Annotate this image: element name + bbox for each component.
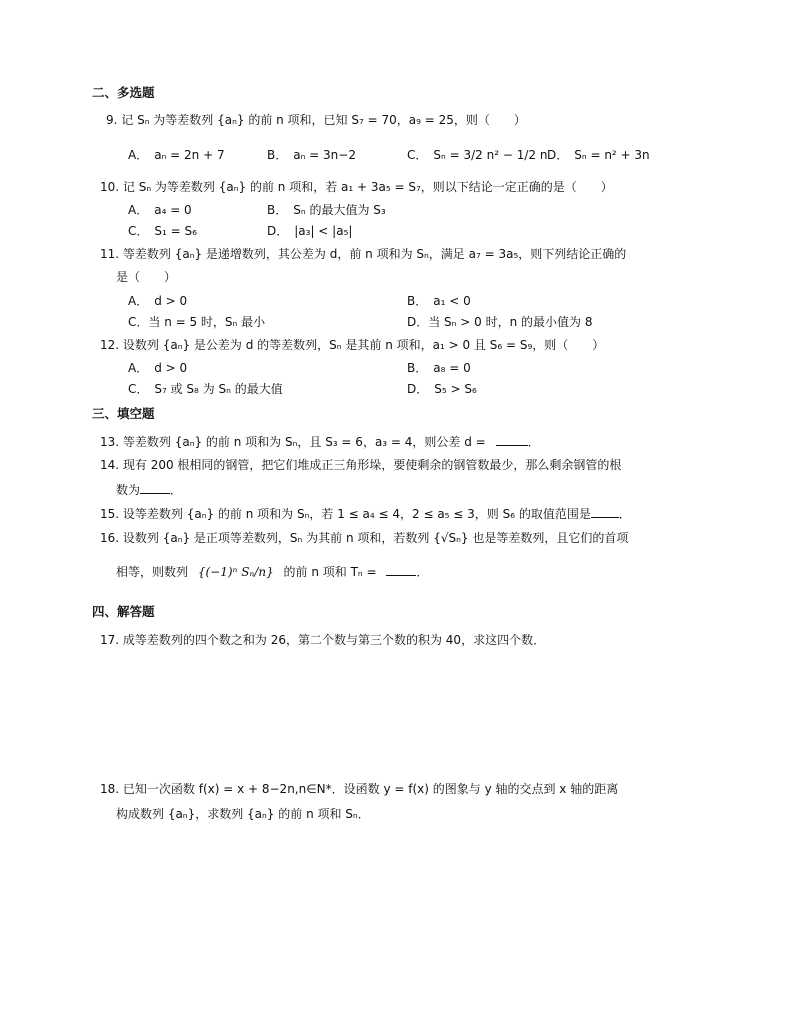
q11-stem-line2: 是（ ） (116, 270, 177, 284)
q15-line (100, 505, 631, 522)
q10-stem: 10. 记 Sₙ 为等差数列 {aₙ} 的前 n 项和，若 a₁ + 3a₅ = S₇，则以下结论一定正确的是（ ） (100, 180, 613, 194)
q11-option-a: A． d > 0 (128, 294, 188, 308)
q16-text-b: 的前 n 项和 Tₙ = (283, 565, 377, 579)
q12-stem: 12. 设数列 {aₙ} 是公差为 d 的等差数列，Sₙ 是其前 n 项和，a₁ > 0 且 S₆ = S₉，则（ ） (100, 338, 605, 352)
section-multi-choice: 二、多选题 (92, 85, 155, 100)
q13-line (100, 433, 540, 450)
q10-option-a: A． a₄ = 0 (128, 203, 192, 217)
q11-option-b: B． a₁ < 0 (407, 294, 471, 308)
q18-line1: 18. 已知一次函数 f(x) = x + 8−2n,n∈N*．设函数 y = f(x) 的图象与 y 轴的交点到 x 轴的距离 (100, 782, 619, 796)
q14-line1: 14. 现有 200 根相同的钢管，把它们堆成正三角形垛，要使剩余的钢管数最少，那么剩余钢管的根 (100, 458, 622, 472)
q16-line1: 16. 设数列 {aₙ} 是正项等差数列，Sₙ 为其前 n 项和，若数列 {√Sₙ} 也是等差数列，且它们的首项 (100, 531, 629, 545)
section-answer: 四、解答题 (92, 604, 155, 619)
q9-option-b: B． aₙ = 3n−2 (267, 148, 356, 162)
q17-text: 17. 成等差数列的四个数之和为 26，第二个数与第三个数的积为 40，求这四个数． (100, 633, 546, 647)
q10-option-d: D． |a₃| < |a₅| (267, 224, 353, 238)
q13-answer-blank[interactable] (496, 434, 528, 446)
q12-option-a: A． d > 0 (128, 361, 188, 375)
q9-option-a: A． aₙ = 2n + 7 (128, 148, 225, 162)
section-fill-in: 三、填空题 (92, 406, 155, 421)
q18-line2: 构成数列 {aₙ}，求数列 {aₙ} 的前 n 项和 Sₙ． (116, 807, 370, 821)
q9-stem: 9. 记 Sₙ 为等差数列 {aₙ} 的前 n 项和，已知 S₇ = 70，a₉ = 25，则（ ） (106, 113, 526, 127)
q13-text: 13. 等差数列 {aₙ} 的前 n 项和为 Sₙ，且 S₃ = 6，a₃ = 4，则公差 d = (100, 435, 486, 449)
q15-text: 15. 设等差数列 {aₙ} 的前 n 项和为 Sₙ，若 1 ≤ a₄ ≤ 4，2 ≤ a₅ ≤ 3，则 S₆ 的取值范围是 (100, 507, 591, 521)
q14-text: 数为 (116, 483, 141, 497)
q16-tail: ． (416, 565, 429, 579)
q11-stem-line1: 11. 等差数列 {aₙ} 是递增数列，其公差为 d，前 n 项和为 Sₙ，满足 a₇ = 3a₅，则下列结论正确的 (100, 247, 627, 261)
q15-tail: ． (618, 507, 631, 521)
q10-option-b: B． Sₙ 的最大值为 S₃ (267, 203, 386, 217)
q14-line2 (116, 481, 182, 498)
q10-option-c: C． S₁ = S₆ (128, 224, 197, 238)
q14-answer-blank[interactable] (140, 482, 170, 494)
q12-option-b: B． a₈ = 0 (407, 361, 471, 375)
q12-option-c: C． S₇ 或 S₈ 为 Sₙ 的最大值 (128, 382, 283, 396)
q15-answer-blank[interactable] (591, 506, 619, 518)
q9-option-c: C． Sₙ = 3/2 n² − 1/2 n (407, 148, 548, 162)
q16-text-a: 相等，则数列 (116, 565, 189, 579)
q12-option-d: D． S₅ > S₆ (407, 382, 477, 396)
q13-tail: ． (527, 435, 540, 449)
q11-option-c: C．当 n = 5 时，Sₙ 最小 (128, 315, 266, 329)
q11-option-d: D．当 Sₙ > 0 时，n 的最小值为 8 (407, 315, 593, 329)
q16-answer-blank[interactable] (386, 564, 416, 576)
q16-line2 (116, 563, 428, 580)
q9-option-d: D． Sₙ = n² + 3n (547, 148, 650, 162)
q16-sequence-expression: {(−1)ⁿ Sₙ/n} (197, 565, 274, 579)
q14-tail: ． (170, 483, 183, 497)
